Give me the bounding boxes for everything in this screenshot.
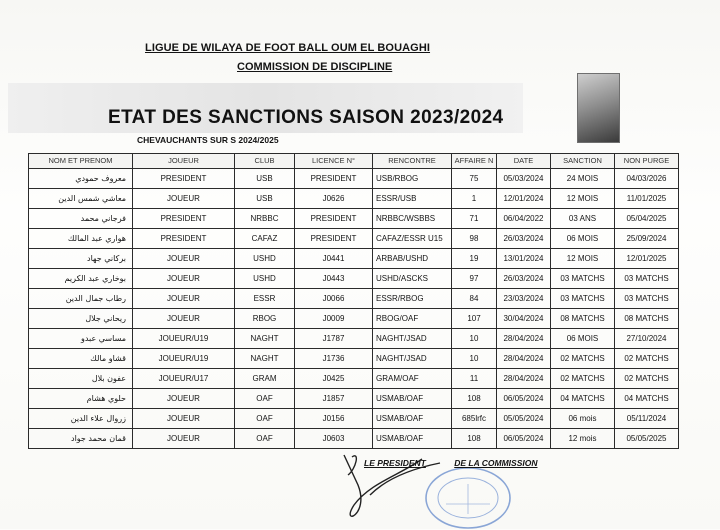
cell-date: 26/03/2024 [497, 269, 551, 289]
cell-role: PRESIDENT [133, 209, 235, 229]
cell-role: JOUEUR [133, 249, 235, 269]
cell-affaire: 71 [452, 209, 497, 229]
cell-affaire: 84 [452, 289, 497, 309]
commission-label: DE LA COMMISSION [454, 458, 538, 468]
cell-role: JOUEUR [133, 309, 235, 329]
table-row [29, 289, 679, 309]
cell-sanction: 06 mois [551, 409, 615, 429]
cell-sanction: 08 MATCHS [551, 309, 615, 329]
cell-match: USMAB/OAF [373, 429, 452, 449]
official-stamp [418, 458, 518, 530]
cell-sanction: 04 MATCHS [551, 389, 615, 409]
cell-purge: 05/11/2024 [615, 409, 679, 429]
table-row [29, 189, 679, 209]
cell-club: USHD [235, 249, 295, 269]
col-header-role: JOUEUR [133, 154, 235, 169]
cell-licence: J0009 [295, 309, 373, 329]
cell-date: 06/05/2024 [497, 429, 551, 449]
col-header-date: DATE [497, 154, 551, 169]
commission-heading: COMMISSION DE DISCIPLINE [237, 61, 393, 73]
cell-licence: PRESIDENT [295, 229, 373, 249]
cell-club: NAGHT [235, 329, 295, 349]
table-row [29, 389, 679, 409]
cell-purge: 04 MATCHS [615, 389, 679, 409]
cell-affaire: 98 [452, 229, 497, 249]
table-row [29, 349, 679, 369]
cell-role: JOUEUR [133, 389, 235, 409]
cell-purge: 11/01/2025 [615, 189, 679, 209]
cell-name: رطاب جمال الدين [29, 289, 133, 309]
cell-role: PRESIDENT [133, 229, 235, 249]
cell-name: قشاو مالك [29, 349, 133, 369]
col-header-club: CLUB [235, 154, 295, 169]
cell-role: JOUEUR/U17 [133, 369, 235, 389]
cell-role: JOUEUR [133, 409, 235, 429]
cell-affaire: 11 [452, 369, 497, 389]
cell-name: هواري عبد المالك [29, 229, 133, 249]
cell-name: قمان محمد جواد [29, 429, 133, 449]
cell-match: NRBBC/WSBBS [373, 209, 452, 229]
cell-match: ESSR/RBOG [373, 289, 452, 309]
cell-licence: J0441 [295, 249, 373, 269]
cell-date: 23/03/2024 [497, 289, 551, 309]
cell-sanction: 03 ANS [551, 209, 615, 229]
cell-match: NAGHT/JSAD [373, 349, 452, 369]
referee-red-card-photo [577, 73, 620, 143]
cell-date: 06/05/2024 [497, 389, 551, 409]
cell-affaire: 10 [452, 329, 497, 349]
cell-name: زروال علاء الدين [29, 409, 133, 429]
col-header-sanction: SANCTION [551, 154, 615, 169]
cell-date: 05/03/2024 [497, 169, 551, 189]
cell-role: JOUEUR [133, 269, 235, 289]
cell-purge: 25/09/2024 [615, 229, 679, 249]
cell-date: 12/01/2024 [497, 189, 551, 209]
cell-licence: PRESIDENT [295, 209, 373, 229]
cell-licence: J0603 [295, 429, 373, 449]
cell-name: فرجاني محمد [29, 209, 133, 229]
col-header-licence: LICENCE N° [295, 154, 373, 169]
cell-match: CAFAZ/ESSR U15 [373, 229, 452, 249]
cell-sanction: 03 MATCHS [551, 289, 615, 309]
cell-match: RBOG/OAF [373, 309, 452, 329]
cell-match: ESSR/USB [373, 189, 452, 209]
cell-purge: 12/01/2025 [615, 249, 679, 269]
cell-sanction: 06 MOIS [551, 229, 615, 249]
cell-date: 28/04/2024 [497, 369, 551, 389]
cell-match: NAGHT/JSAD [373, 329, 452, 349]
cell-role: JOUEUR/U19 [133, 349, 235, 369]
col-header-affaire: AFFAIRE N [452, 154, 497, 169]
col-header-match: RENCONTRE [373, 154, 452, 169]
cell-affaire: 75 [452, 169, 497, 189]
signature-caption [364, 458, 538, 468]
cell-role: JOUEUR [133, 189, 235, 209]
cell-role: PRESIDENT [133, 169, 235, 189]
cell-date: 26/03/2024 [497, 229, 551, 249]
cell-licence: J0066 [295, 289, 373, 309]
cell-licence: J1787 [295, 329, 373, 349]
cell-name: حلوي هشام [29, 389, 133, 409]
cell-date: 06/04/2022 [497, 209, 551, 229]
cell-name: معروف حمودي [29, 169, 133, 189]
cell-purge: 02 MATCHS [615, 349, 679, 369]
cell-affaire: 19 [452, 249, 497, 269]
cell-club: OAF [235, 409, 295, 429]
cell-club: ESSR [235, 289, 295, 309]
cell-sanction: 03 MATCHS [551, 269, 615, 289]
cell-affaire: 108 [452, 389, 497, 409]
cell-match: GRAM/OAF [373, 369, 452, 389]
cell-name: مساسي عبدو [29, 329, 133, 349]
page-title: ETAT DES SANCTIONS SAISON 2023/2024 [108, 107, 504, 128]
league-heading: LIGUE DE WILAYA DE FOOT BALL OUM EL BOUAGHI [145, 42, 431, 54]
cell-date: 05/05/2024 [497, 409, 551, 429]
cell-name: بوخاري عبد الكريم [29, 269, 133, 289]
cell-purge: 05/04/2025 [615, 209, 679, 229]
cell-match: ARBAB/USHD [373, 249, 452, 269]
table-row [29, 369, 679, 389]
cell-licence: PRESIDENT [295, 169, 373, 189]
cell-affaire: 107 [452, 309, 497, 329]
cell-sanction: 24 MOIS [551, 169, 615, 189]
cell-sanction: 02 MATCHS [551, 349, 615, 369]
table-row [29, 169, 679, 189]
cell-role: JOUEUR [133, 289, 235, 309]
table-row [29, 229, 679, 249]
cell-club: OAF [235, 429, 295, 449]
table-row [29, 269, 679, 289]
col-header-purge: NON PURGE [615, 154, 679, 169]
sanctions-table [28, 153, 679, 449]
table-row [29, 409, 679, 429]
cell-affaire: 108 [452, 429, 497, 449]
cell-club: USB [235, 189, 295, 209]
cell-club: NAGHT [235, 349, 295, 369]
table-row [29, 309, 679, 329]
cell-club: CAFAZ [235, 229, 295, 249]
cell-licence: J0425 [295, 369, 373, 389]
cell-licence: J1857 [295, 389, 373, 409]
cell-name: بركاني جهاد [29, 249, 133, 269]
cell-club: OAF [235, 389, 295, 409]
cell-name: عفون بلال [29, 369, 133, 389]
col-header-name: NOM ET PRENOM [29, 154, 133, 169]
cell-date: 13/01/2024 [497, 249, 551, 269]
cell-role: JOUEUR [133, 429, 235, 449]
cell-match: USB/RBOG [373, 169, 452, 189]
cell-affaire: 685lrfc [452, 409, 497, 429]
cell-club: GRAM [235, 369, 295, 389]
cell-match: USMAB/OAF [373, 389, 452, 409]
cell-purge: 27/10/2024 [615, 329, 679, 349]
cell-licence: J0626 [295, 189, 373, 209]
cell-licence: J0156 [295, 409, 373, 429]
cell-sanction: 02 MATCHS [551, 369, 615, 389]
cell-name: معاشي شمس الدين [29, 189, 133, 209]
cell-affaire: 1 [452, 189, 497, 209]
cell-purge: 08 MATCHS [615, 309, 679, 329]
cell-affaire: 10 [452, 349, 497, 369]
cell-sanction: 12 MOIS [551, 189, 615, 209]
cell-sanction: 06 MOIS [551, 329, 615, 349]
cell-purge: 03 MATCHS [615, 269, 679, 289]
cell-sanction: 12 MOIS [551, 249, 615, 269]
president-label: LE PRESIDENT [364, 458, 426, 468]
cell-club: RBOG [235, 309, 295, 329]
cell-match: USHD/ASCKS [373, 269, 452, 289]
cell-match: USMAB/OAF [373, 409, 452, 429]
cell-licence: J1736 [295, 349, 373, 369]
cell-date: 30/04/2024 [497, 309, 551, 329]
cell-licence: J0443 [295, 269, 373, 289]
cell-club: USHD [235, 269, 295, 289]
cell-purge: 03 MATCHS [615, 289, 679, 309]
subtitle: CHEVAUCHANTS SUR S 2024/2025 [137, 135, 279, 145]
cell-purge: 04/03/2026 [615, 169, 679, 189]
cell-name: ريحاني جلال [29, 309, 133, 329]
table-row [29, 249, 679, 269]
cell-affaire: 97 [452, 269, 497, 289]
cell-date: 28/04/2024 [497, 349, 551, 369]
cell-purge: 02 MATCHS [615, 369, 679, 389]
cell-date: 28/04/2024 [497, 329, 551, 349]
cell-club: USB [235, 169, 295, 189]
table-header-row [29, 154, 679, 169]
cell-club: NRBBC [235, 209, 295, 229]
table-row [29, 209, 679, 229]
cell-sanction: 12 mois [551, 429, 615, 449]
cell-purge: 05/05/2025 [615, 429, 679, 449]
cell-role: JOUEUR/U19 [133, 329, 235, 349]
table-row [29, 329, 679, 349]
